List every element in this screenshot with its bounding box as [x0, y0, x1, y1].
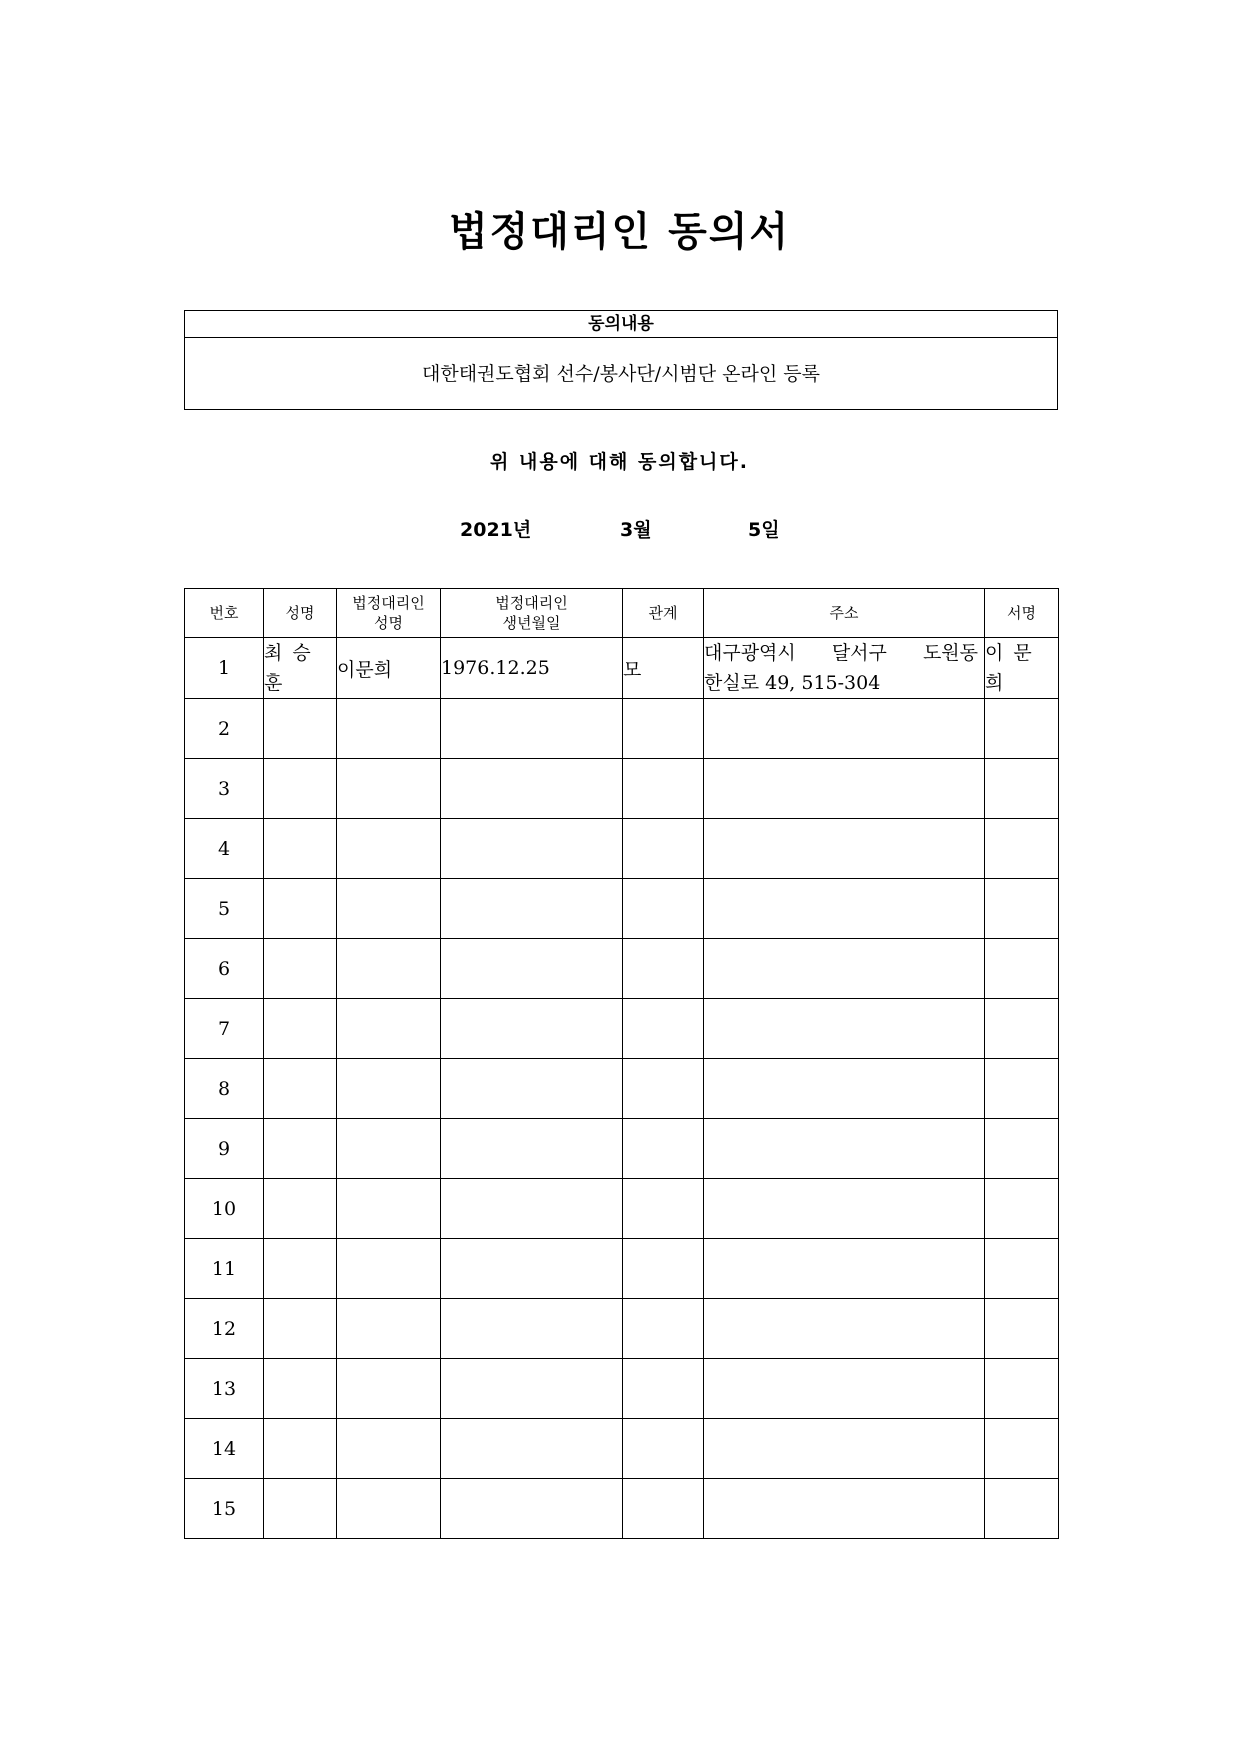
table-row [185, 1239, 1059, 1299]
cell-name [264, 1059, 337, 1119]
cell-guardian-birth [441, 1419, 623, 1479]
cell-address [704, 879, 985, 939]
cell-no: 5 [185, 879, 264, 939]
cell-address [704, 1239, 985, 1299]
address-city: 대구광역시 [704, 642, 796, 664]
cell-guardian-birth: 1976.12.25 [441, 638, 623, 699]
header-guardian-birth [441, 589, 623, 638]
cell-name [264, 1359, 337, 1419]
cell-guardian-birth [441, 939, 623, 999]
cell-no: 15 [185, 1479, 264, 1539]
cell-signature [985, 1239, 1059, 1299]
cell-guardian-name [337, 1239, 441, 1299]
table-row [185, 879, 1059, 939]
cell-address [704, 1359, 985, 1419]
registration-table [184, 588, 1059, 1539]
cell-guardian-name [337, 1419, 441, 1479]
cell-guardian-birth [441, 1359, 623, 1419]
table-row [185, 819, 1059, 879]
cell-relation: 모 [623, 638, 704, 699]
cell-guardian-birth [441, 1059, 623, 1119]
cell-guardian-name [337, 1179, 441, 1239]
cell-relation [623, 1119, 704, 1179]
cell-name [264, 1239, 337, 1299]
cell-guardian-birth [441, 819, 623, 879]
cell-guardian-name [337, 939, 441, 999]
cell-guardian-name [337, 1479, 441, 1539]
header-signature: 서명 [985, 589, 1059, 638]
cell-address [704, 699, 985, 759]
header-guardian-name-line1: 법정대리인 [352, 594, 425, 612]
cell-name [264, 819, 337, 879]
table-row [185, 1119, 1059, 1179]
cell-address [704, 999, 985, 1059]
cell-address [704, 1299, 985, 1359]
table-row [185, 699, 1059, 759]
cell-name [264, 1419, 337, 1479]
table-row [185, 638, 1059, 699]
cell-relation [623, 819, 704, 879]
cell-guardian-birth [441, 759, 623, 819]
cell-name [264, 1179, 337, 1239]
cell-address [704, 638, 985, 699]
cell-relation [623, 1059, 704, 1119]
cell-no: 10 [185, 1179, 264, 1239]
cell-no: 13 [185, 1359, 264, 1419]
cell-no: 3 [185, 759, 264, 819]
header-address: 주소 [704, 589, 985, 638]
date-day: 5일 [748, 519, 780, 541]
table-row [185, 939, 1059, 999]
date-month: 3월 [620, 519, 652, 541]
cell-guardian-name: 이문희 [337, 638, 441, 699]
cell-address [704, 759, 985, 819]
cell-signature [985, 819, 1059, 879]
table-row [185, 1359, 1059, 1419]
cell-no: 12 [185, 1299, 264, 1359]
cell-address [704, 819, 985, 879]
document-title: 법정대리인 동의서 [448, 208, 791, 255]
cell-guardian-birth [441, 1239, 623, 1299]
cell-guardian-birth [441, 1179, 623, 1239]
cell-address [704, 939, 985, 999]
agreement-statement: 위 내용에 대해 동의합니다. [490, 451, 749, 473]
cell-name [264, 1299, 337, 1359]
date-year: 2021년 [460, 519, 532, 541]
cell-no: 11 [185, 1239, 264, 1299]
cell-guardian-birth [441, 699, 623, 759]
address-line1 [704, 638, 984, 668]
cell-signature [985, 1479, 1059, 1539]
cell-no: 9 [185, 1119, 264, 1179]
cell-guardian-name [337, 879, 441, 939]
cell-signature [985, 1419, 1059, 1479]
cell-guardian-name [337, 759, 441, 819]
cell-relation [623, 1239, 704, 1299]
cell-guardian-name [337, 1119, 441, 1179]
cell-relation [623, 1479, 704, 1539]
cell-name: 최승훈 [264, 638, 337, 699]
cell-signature [985, 999, 1059, 1059]
cell-name [264, 999, 337, 1059]
table-row [185, 999, 1059, 1059]
cell-address [704, 1479, 985, 1539]
table-row [185, 1299, 1059, 1359]
consent-header: 동의내용 [185, 311, 1057, 338]
cell-guardian-birth [441, 879, 623, 939]
cell-signature [985, 1299, 1059, 1359]
cell-signature [985, 699, 1059, 759]
header-guardian-name-line2: 성명 [374, 614, 403, 632]
cell-no: 1 [185, 638, 264, 699]
cell-guardian-birth [441, 1479, 623, 1539]
cell-signature [985, 939, 1059, 999]
cell-signature [985, 1359, 1059, 1419]
table-row [185, 1479, 1059, 1539]
cell-guardian-birth [441, 1299, 623, 1359]
cell-name [264, 1119, 337, 1179]
header-guardian-birth-line1: 법정대리인 [495, 594, 568, 612]
cell-no: 7 [185, 999, 264, 1059]
consent-box [184, 310, 1058, 410]
cell-relation [623, 879, 704, 939]
address-district: 달서구 [831, 642, 887, 664]
header-relation: 관계 [623, 589, 704, 638]
cell-relation [623, 939, 704, 999]
cell-signature [985, 879, 1059, 939]
consent-content: 대한태권도협회 선수/봉사단/시범단 온라인 등록 [421, 363, 820, 385]
cell-guardian-name [337, 1359, 441, 1419]
cell-no: 4 [185, 819, 264, 879]
cell-signature [985, 1059, 1059, 1119]
cell-no: 8 [185, 1059, 264, 1119]
cell-guardian-name [337, 699, 441, 759]
cell-name [264, 759, 337, 819]
header-name: 성명 [264, 589, 337, 638]
cell-guardian-name [337, 1299, 441, 1359]
cell-signature [985, 1119, 1059, 1179]
cell-address [704, 1059, 985, 1119]
cell-address [704, 1179, 985, 1239]
cell-guardian-name [337, 999, 441, 1059]
cell-name [264, 699, 337, 759]
table-row [185, 1419, 1059, 1479]
cell-no: 6 [185, 939, 264, 999]
cell-relation [623, 759, 704, 819]
cell-signature [985, 759, 1059, 819]
header-guardian-birth-line2: 생년월일 [502, 614, 561, 632]
table-row [185, 1059, 1059, 1119]
cell-relation [623, 1299, 704, 1359]
cell-guardian-birth [441, 1119, 623, 1179]
cell-guardian-birth [441, 999, 623, 1059]
cell-guardian-name [337, 819, 441, 879]
cell-address [704, 1419, 985, 1479]
cell-relation [623, 1359, 704, 1419]
cell-address [704, 1119, 985, 1179]
header-no: 번호 [185, 589, 264, 638]
cell-relation [623, 1179, 704, 1239]
cell-signature [985, 1179, 1059, 1239]
address-line2: 한실로 49, 515-304 [704, 672, 881, 694]
cell-no: 2 [185, 699, 264, 759]
table-row [185, 759, 1059, 819]
table-row [185, 1179, 1059, 1239]
cell-no: 14 [185, 1419, 264, 1479]
cell-guardian-name [337, 1059, 441, 1119]
cell-name [264, 1479, 337, 1539]
cell-relation [623, 699, 704, 759]
header-guardian-name [337, 589, 441, 638]
address-neighborhood: 도원동 [922, 642, 978, 664]
cell-signature: 이문희 [985, 638, 1059, 699]
cell-name [264, 879, 337, 939]
cell-name [264, 939, 337, 999]
cell-relation [623, 1419, 704, 1479]
table-header-row [185, 589, 1059, 638]
cell-relation [623, 999, 704, 1059]
